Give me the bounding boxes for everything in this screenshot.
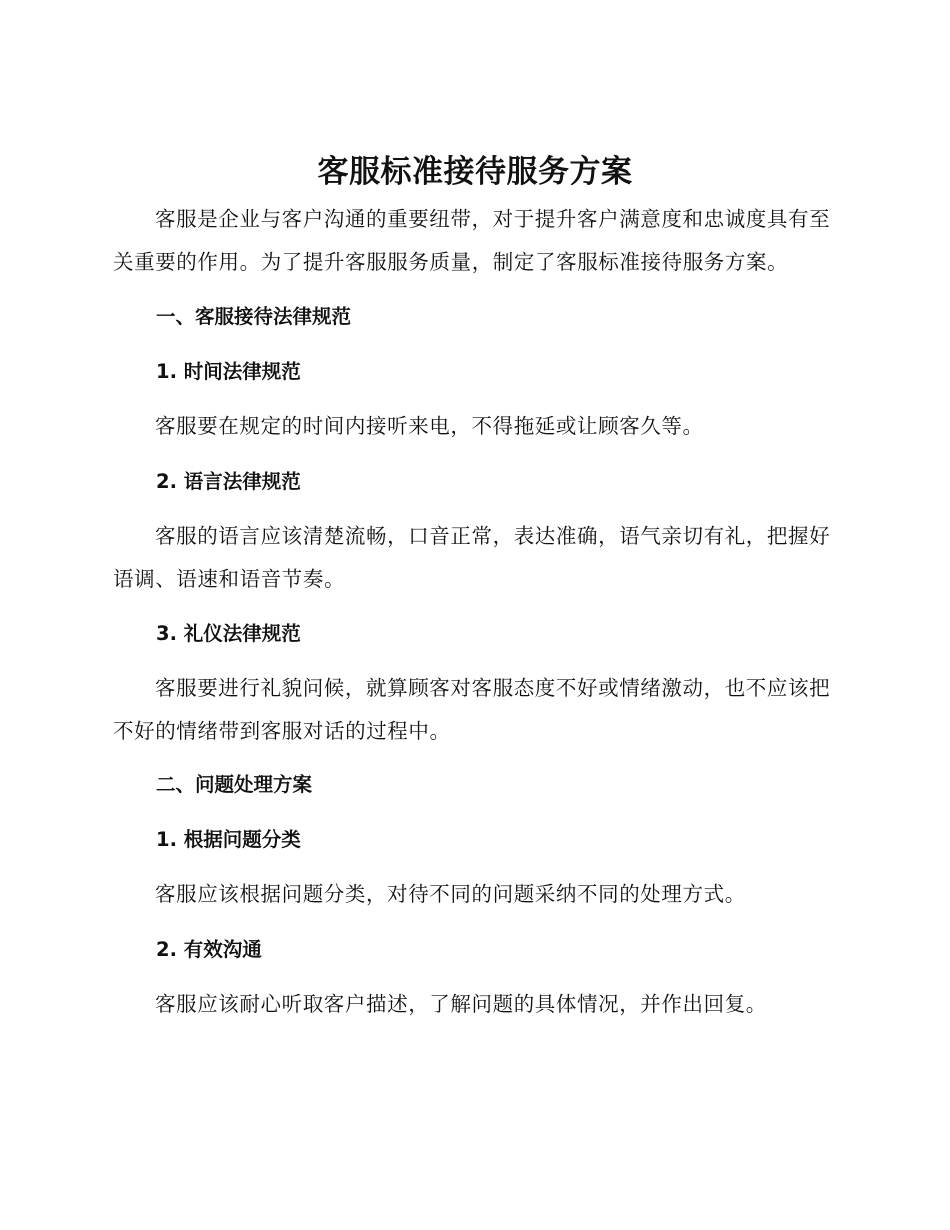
section-2-item-1-text: 客服应该根据问题分类，对待不同的问题采纳不同的处理方式。 bbox=[155, 882, 746, 906]
section-1-item-2-heading: 2. 语言法律规范 bbox=[156, 470, 301, 493]
intro-paragraph: 客服是企业与客户沟通的重要纽带，对于提升客户满意度和忠诚度具有至关重要的作用。为了提升客服服务质量，制定了客服标准接待服务方案。 bbox=[113, 207, 831, 274]
document-title: 客服标准接待服务方案 bbox=[317, 154, 633, 190]
section-1-heading: 一、客服接待法律规范 bbox=[156, 305, 352, 328]
section-1-item-2-text: 客服的语言应该清楚流畅，口音正常，表达准确，语气亲切有礼，把握好语调、语速和语音节奏。 bbox=[113, 524, 831, 591]
section-1-item-1-heading: 1. 时间法律规范 bbox=[156, 360, 301, 383]
section-1-item-3-text: 客服要进行礼貌问候，就算顾客对客服态度不好或情绪激动，也不应该把不好的情绪带到客服对话的过程中。 bbox=[113, 676, 831, 743]
section-2-item-1-heading: 1. 根据问题分类 bbox=[156, 828, 301, 851]
section-2-heading: 二、问题处理方案 bbox=[156, 773, 313, 796]
section-2-item-2-heading: 2. 有效沟通 bbox=[156, 938, 262, 961]
section-1-item-3-heading: 3. 礼仪法律规范 bbox=[156, 622, 301, 645]
section-1-item-1-text: 客服要在规定的时间内接听来电，不得拖延或让顾客久等。 bbox=[155, 414, 704, 438]
section-2-item-2-text: 客服应该耐心听取客户描述，了解问题的具体情况，并作出回复。 bbox=[155, 992, 767, 1016]
